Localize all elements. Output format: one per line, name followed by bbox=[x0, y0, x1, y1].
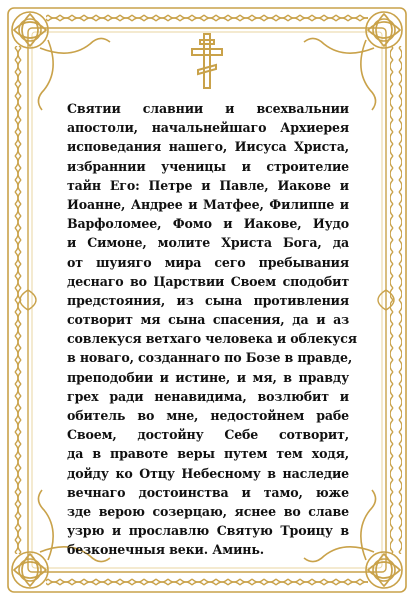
prayer-line: безконечныя веки. Аминь. bbox=[67, 542, 264, 558]
prayer-line: Святии славнии и всехвальнии bbox=[67, 101, 349, 116]
prayer-line: от шуияго мира сего пребывания bbox=[67, 254, 349, 270]
prayer-line: тайн Его: Петре и Павле, Иакове и bbox=[67, 177, 349, 193]
prayer-text bbox=[67, 99, 357, 560]
prayer-line: обитель во мне, недостойнем рабе bbox=[67, 408, 349, 423]
orthodox-cross-icon bbox=[189, 32, 225, 90]
prayer-line: и Симоне, молите Христа Бога, да bbox=[67, 235, 349, 251]
prayer-line: вечнаго достоинства и тамо, юже bbox=[67, 484, 349, 500]
prayer-line: зде верою созерцаю, яснее во славе bbox=[67, 503, 349, 519]
prayer-line: исповедания нашего, Иисуса Христа, bbox=[67, 139, 349, 155]
corner-knot-top-left bbox=[12, 12, 110, 110]
prayer-line: да в правоте веры путем тем ходя, bbox=[67, 446, 349, 462]
prayer-line: Иоанне, Андрее и Матфее, Филиппе и bbox=[67, 196, 349, 212]
prayer-line: сотворит мя сына спасения, да и аз bbox=[67, 312, 349, 328]
prayer-line: предстояния, из сына противления bbox=[67, 292, 349, 308]
prayer-line: Варфоломее, Фомо и Иакове, Иудо bbox=[67, 216, 349, 232]
prayer-line: дойду ко Отцу Небесному в наследие bbox=[67, 465, 349, 481]
corner-knot-top-right bbox=[304, 12, 402, 110]
prayer-line: узрю и прославлю Святую Троицу в bbox=[67, 523, 349, 539]
prayer-line: совлекуся ветхаго человека и облекуся bbox=[67, 331, 357, 347]
prayer-line: апостоли, начальнейшаго Архиерея bbox=[67, 120, 349, 136]
prayer-line: Своем, достойну Себе сотворит, bbox=[67, 427, 349, 443]
prayer-line: грех ради ненавидима, возлюбит и bbox=[67, 388, 349, 404]
prayer-line: преподобии и истине, и мя, в правду bbox=[67, 369, 349, 385]
prayer-line: в новаго, созданнаго по Бозе в правде, bbox=[67, 350, 353, 366]
prayer-line: избраннии ученицы и строителие bbox=[67, 158, 349, 174]
prayer-line: деснаго во Царствии Своем сподобит bbox=[67, 273, 349, 289]
